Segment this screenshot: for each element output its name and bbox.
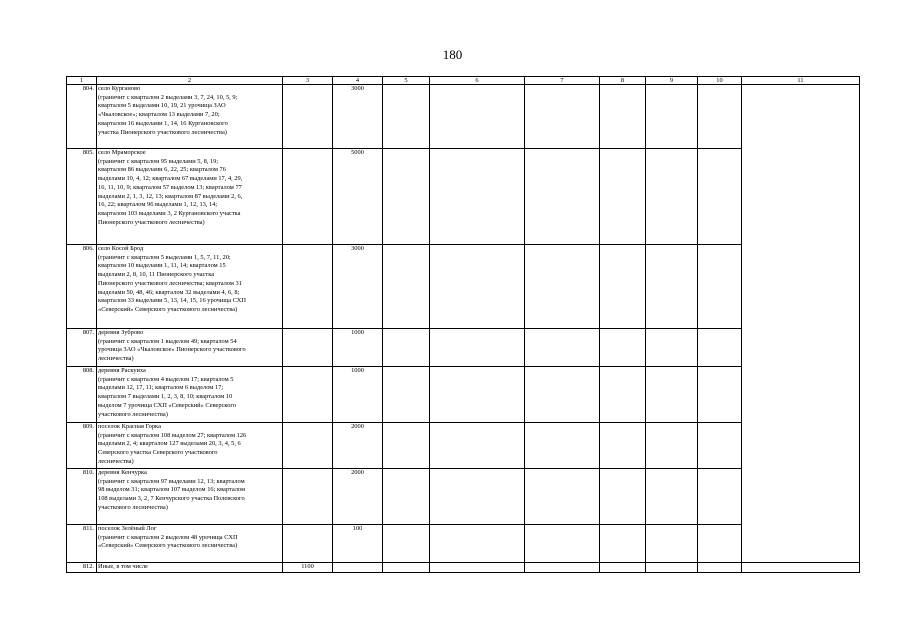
boundary-text-line: лесничества) (98, 355, 134, 363)
boundary-text-line: участкового лесничества) (98, 503, 168, 511)
empty-cell (525, 329, 600, 367)
boundary-text-line: 108 выделами 3, 2, 7 Кенчурского участка Полевского (98, 495, 245, 503)
empty-cell (698, 423, 742, 469)
area-value: 3000 (333, 85, 383, 149)
empty-cell (430, 563, 525, 573)
boundary-text-line: (граничит с кварталом 95 выделами 5, 8, 19; (98, 157, 219, 165)
settlement-name: село Косой Брод (98, 245, 144, 252)
row-number: 804. (67, 85, 97, 149)
empty-cell (383, 245, 430, 329)
empty-cell (646, 85, 698, 149)
empty-cell (525, 367, 600, 423)
land-table (66, 76, 860, 573)
boundary-text-line: 16, 22; кварталом 96 выделами 1, 12, 13, 14; (98, 201, 218, 209)
empty-cell (698, 329, 742, 367)
boundary-text-line: кварталом 16 выделами 1, 14, 16 Кургановского (98, 119, 228, 127)
empty-cell (525, 149, 600, 245)
empty-cell (646, 329, 698, 367)
column-3-value (283, 245, 333, 329)
area-value: 1000 (333, 367, 383, 423)
boundary-text-line: кварталом 5 выделами 10, 19, 21 урочища ЗАО (98, 102, 226, 110)
row-number: 807. (67, 329, 97, 367)
boundary-text-line: кварталом 7 выделами 1, 2, 3, 8, 10; кварталом 10 (98, 393, 233, 401)
settlement-description (97, 469, 283, 525)
settlement-description (97, 329, 283, 367)
row-number: 812. (67, 563, 97, 573)
settlement-description (97, 85, 283, 149)
boundary-text-line: (граничит с кварталом 1 выделом 49; кварталом 54 (98, 337, 237, 345)
header-cell: 8 (600, 77, 646, 85)
empty-cell (383, 563, 430, 573)
empty-cell (698, 245, 742, 329)
empty-cell (600, 245, 646, 329)
boundary-text-line: выделами 2, 1, 3, 12, 13; кварталом 87 выделами 2, 6, (98, 192, 243, 200)
empty-cell (600, 85, 646, 149)
table-row (67, 367, 860, 423)
empty-cell (698, 525, 742, 563)
empty-cell (430, 423, 525, 469)
empty-cell (600, 525, 646, 563)
boundary-text-line: Пионерского участкового лесничества) (98, 218, 205, 226)
boundary-text-line: кварталом 33 выделами 5, 13, 14, 15, 16 урочища СХП (98, 297, 247, 305)
boundary-text-line: выделами 10, 4, 12; кварталом 67 выделами 17, 4, 29, (98, 175, 243, 183)
empty-cell (600, 423, 646, 469)
empty-cell (698, 149, 742, 245)
empty-cell (525, 245, 600, 329)
empty-cell (698, 85, 742, 149)
header-cell: 10 (698, 77, 742, 85)
boundary-text-line: кварталом 10 выделами 1, 11, 14; кварталом 15 (98, 262, 226, 270)
empty-cell (430, 469, 525, 525)
empty-cell (383, 469, 430, 525)
boundary-text-line: урочища ЗАО «Чкаловское» Пионерского участкового (98, 346, 246, 354)
table-row (67, 149, 860, 245)
column-11-cell (742, 563, 860, 573)
header-row (67, 77, 860, 85)
boundary-text-line: выделами 50, 48, 46; кварталом 32 выделами 4, 6, 8; (98, 288, 240, 296)
area-value (333, 563, 383, 573)
settlement-name: Иные, в том числе (98, 563, 148, 570)
empty-cell (383, 367, 430, 423)
boundary-text-line: участкового лесничества) (98, 410, 168, 418)
column-3-value: 1100 (283, 563, 333, 573)
empty-cell (600, 469, 646, 525)
table-row (67, 563, 860, 573)
boundary-text-line: (граничит с кварталом 108 выделом 27; кварталом 126 (98, 431, 247, 439)
boundary-text-line: выделами 12, 17, 11; кварталом 6 выделом 17; (98, 384, 224, 392)
header-cell: 5 (383, 77, 430, 85)
empty-cell (646, 149, 698, 245)
column-3-value (283, 329, 333, 367)
column-11-cell (742, 85, 860, 563)
empty-cell (383, 149, 430, 245)
table-row (67, 423, 860, 469)
empty-cell (698, 469, 742, 525)
empty-cell (383, 329, 430, 367)
boundary-text-line: выделами 2, 8, 10, 11 Пионерского участка (98, 271, 215, 279)
empty-cell (646, 245, 698, 329)
boundary-text-line: кварталом 86 выделами 6, 22, 25; кварталом 76 (98, 166, 226, 174)
row-number: 805. (67, 149, 97, 245)
empty-cell (600, 563, 646, 573)
empty-cell (430, 245, 525, 329)
boundary-text-line: «Чкаловское»; кварталом 13 выделами 7, 20; (98, 111, 220, 119)
boundary-text-line: 98 выделом 31; кварталом 107 выделом 16; кварталом (98, 486, 246, 494)
boundary-text-line: 16, 11, 10, 9; кварталом 57 выделом 13; кварталом 77 (98, 183, 242, 191)
row-number: 811. (67, 525, 97, 563)
area-value: 1000 (333, 329, 383, 367)
boundary-text-line: (граничит с кварталом 4 выделом 17; кварталом 5 (98, 375, 234, 383)
table-row (67, 245, 860, 329)
settlement-name: деревня Кенчурка (98, 469, 147, 476)
empty-cell (383, 525, 430, 563)
area-value: 5000 (333, 149, 383, 245)
empty-cell (646, 423, 698, 469)
settlement-description (97, 367, 283, 423)
table-row (67, 329, 860, 367)
empty-cell (600, 367, 646, 423)
settlement-name: поселок Зелёный Лог (98, 525, 157, 532)
boundary-text-line: кварталом 103 выделами 3, 2 Кургановского участка (98, 209, 241, 217)
settlement-name: деревня Раскуиха (98, 367, 146, 374)
header-cell: 6 (430, 77, 525, 85)
empty-cell (430, 149, 525, 245)
boundary-text-line: участка Пионерского участкового лесничества) (98, 128, 227, 136)
empty-cell (383, 423, 430, 469)
empty-cell (646, 525, 698, 563)
header-cell: 4 (333, 77, 383, 85)
empty-cell (383, 85, 430, 149)
boundary-text-line: (граничит с кварталом 97 выделами 12, 13; кварталом (98, 477, 245, 485)
boundary-text-line: Пионерского участкового лесничества; кварталом 31 (98, 279, 242, 287)
header-cell: 7 (525, 77, 600, 85)
empty-cell (525, 85, 600, 149)
header-cell: 11 (742, 77, 860, 85)
settlement-name: деревня Зуброво (98, 329, 144, 336)
empty-cell (646, 469, 698, 525)
settlement-name: село Курганово (98, 85, 141, 92)
boundary-text-line: (граничит с кварталом 2 выделом 48 урочища СХП (98, 533, 238, 541)
table-row (67, 525, 860, 563)
empty-cell (698, 367, 742, 423)
table-row (67, 85, 860, 149)
empty-cell (525, 423, 600, 469)
empty-cell (646, 563, 698, 573)
settlement-description (97, 245, 283, 329)
settlement-name: поселок Красная Горка (98, 423, 161, 430)
empty-cell (525, 563, 600, 573)
area-value: 100 (333, 525, 383, 563)
row-number: 806. (67, 245, 97, 329)
column-3-value (283, 423, 333, 469)
boundary-text-line: (граничит с кварталом 2 выделами 3, 7, 24, 10, 5, 9; (98, 93, 238, 101)
column-3-value (283, 525, 333, 563)
empty-cell (698, 563, 742, 573)
empty-cell (525, 525, 600, 563)
empty-cell (430, 525, 525, 563)
header-cell: 2 (97, 77, 283, 85)
header-cell: 9 (646, 77, 698, 85)
empty-cell (600, 149, 646, 245)
empty-cell (646, 367, 698, 423)
table-row (67, 469, 860, 525)
settlement-description (97, 423, 283, 469)
settlement-description (97, 149, 283, 245)
settlement-name: село Мраморское (98, 149, 146, 156)
header-cell: 1 (67, 77, 97, 85)
boundary-text-line: Северского участка Северского участкового (98, 449, 218, 457)
area-value: 3000 (333, 245, 383, 329)
area-value: 2000 (333, 469, 383, 525)
row-number: 808. (67, 367, 97, 423)
boundary-text-line: выделом 7 урочища СХП «Северский» Северского (98, 401, 237, 409)
column-3-value (283, 469, 333, 525)
settlement-description (97, 563, 283, 573)
boundary-text-line: «Северский» Северского участкового лесничества) (98, 305, 238, 313)
empty-cell (430, 329, 525, 367)
boundary-text-line: (граничит с кварталом 5 выделами 1, 5, 7, 11, 20; (98, 253, 231, 261)
area-value: 2000 (333, 423, 383, 469)
boundary-text-line: выделами 2, 4; кварталом 127 выделами 20, 3, 4, 5, 6 (98, 440, 241, 448)
empty-cell (525, 469, 600, 525)
row-number: 809. (67, 423, 97, 469)
column-3-value (283, 367, 333, 423)
header-cell: 3 (283, 77, 333, 85)
settlement-description (97, 525, 283, 563)
empty-cell (430, 85, 525, 149)
empty-cell (600, 329, 646, 367)
empty-cell (430, 367, 525, 423)
page-number: 180 (442, 47, 463, 62)
boundary-text-line: лесничества) (98, 457, 134, 465)
column-3-value (283, 149, 333, 245)
row-number: 810. (67, 469, 97, 525)
boundary-text-line: «Северский» Северского участкового лесничества) (98, 542, 238, 550)
column-3-value (283, 85, 333, 149)
